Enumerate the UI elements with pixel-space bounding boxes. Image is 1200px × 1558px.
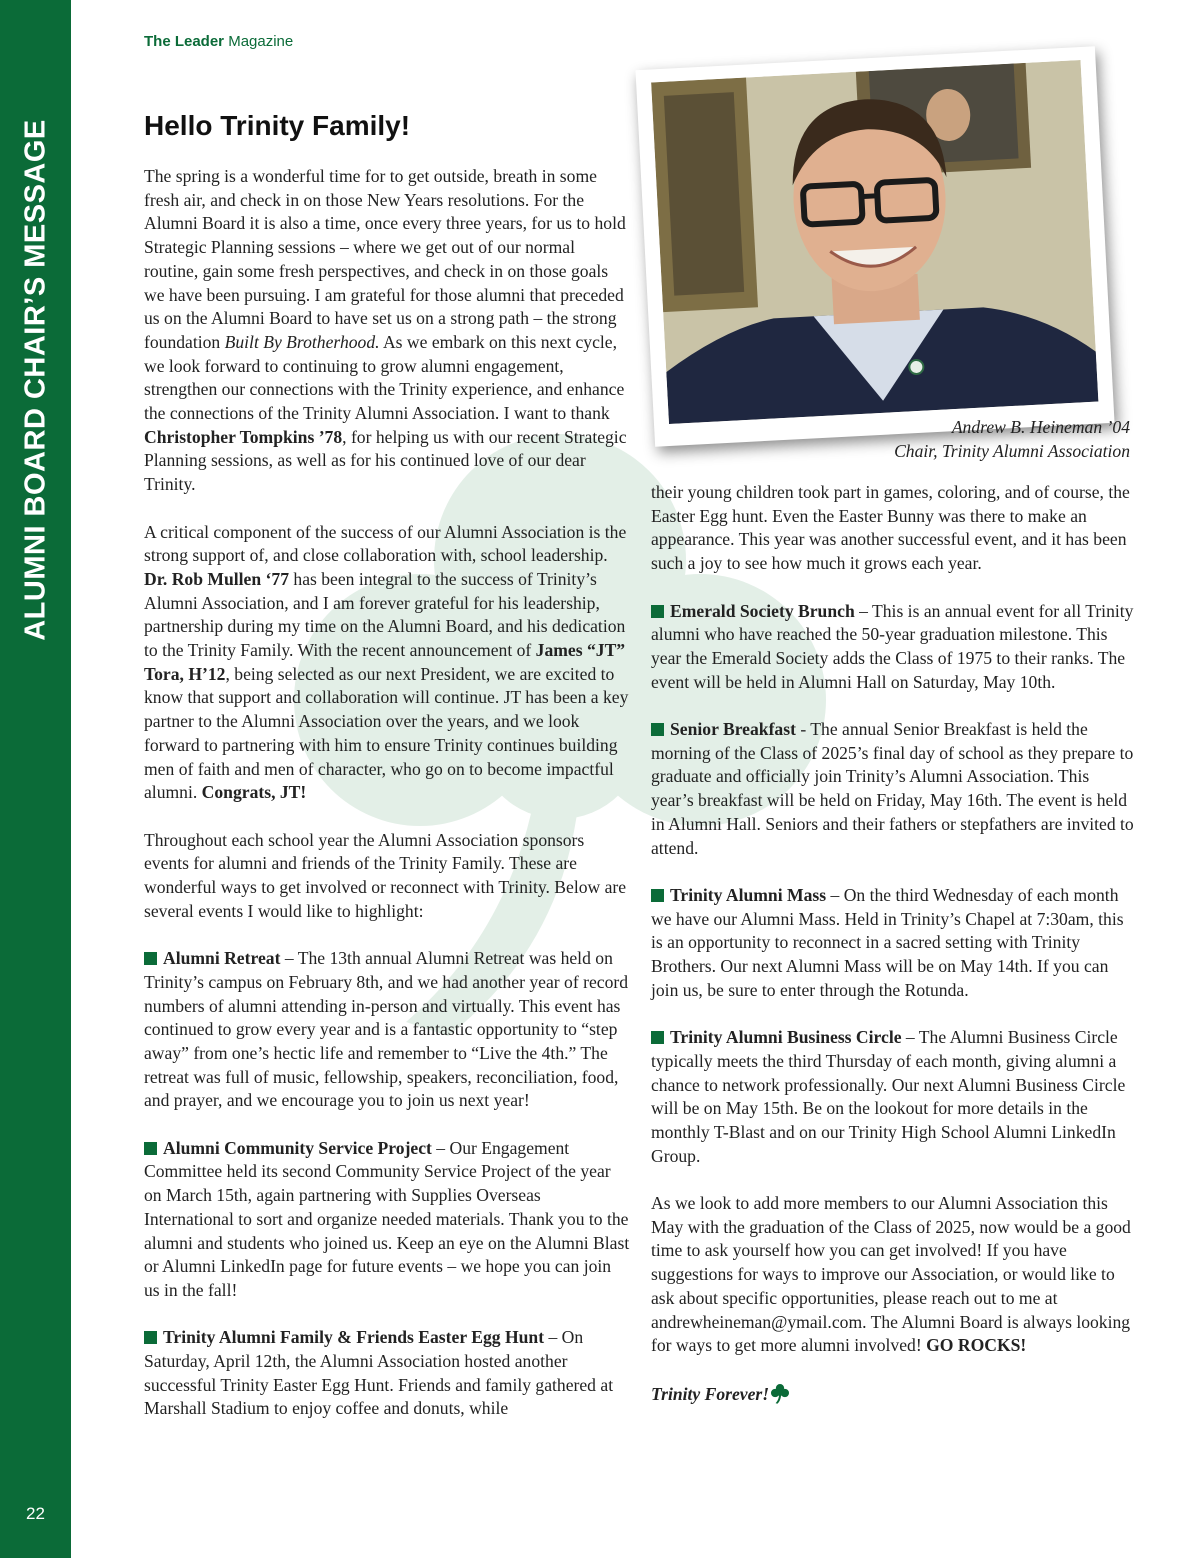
event-text: – The Alumni Business Circle typically meets the third Thursday of each month, giving alumni a chance to network professionally. Our next Alumni Business Circle will be on May 15th. Be on the lookout for more details in the monthly T-Blast and on our Trinity High School Alumni LinkedIn Group.	[651, 1027, 1126, 1166]
signoff	[651, 1382, 1135, 1407]
bullet-square-icon	[144, 1331, 157, 1344]
section-title: ALUMNI BOARD CHAIR’S MESSAGE	[19, 119, 52, 641]
event-item	[651, 718, 1135, 860]
bullet-square-icon	[651, 605, 664, 618]
bullet-square-icon	[651, 723, 664, 736]
event-title: Trinity Alumni Family & Friends Easter Egg Hunt	[163, 1327, 545, 1348]
events-intro-paragraph: Throughout each school year the Alumni Association sponsors events for alumni and friends of the Trinity Family. These are wonderful ways to get involved or reconnect with Trinity. Below are several events I would like to highlight:	[144, 829, 627, 921]
event-text: – On Saturday, April 12th, the Alumni Association hosted another successful Trinity Easter Egg Hunt. Friends and family gathered at Marshall Stadium to enjoy coffee and donuts, while	[144, 1327, 614, 1419]
event-title: Trinity Alumni Mass	[670, 884, 827, 905]
event-item	[144, 1137, 630, 1303]
event-text: - The annual Senior Breakfast is held the morning of the Class of 2025’s final day of school as they prepare to graduate and officially join Trinity’s Alumni Association. This year’s breakfast will be held on Friday, May 16th. The event is held in Alumni Hall. Seniors and their fathers or stepfathers are invited to attend.	[651, 719, 1134, 858]
event-title: Senior Breakfast	[670, 719, 796, 739]
left-column	[144, 165, 630, 1445]
bullet-square-icon	[651, 889, 664, 902]
event-item	[651, 1026, 1135, 1168]
masthead	[144, 33, 293, 50]
bold-name: Dr. Rob Mullen ‘77	[144, 568, 289, 589]
bold-name: James “JT” Tora, H’12	[144, 640, 626, 684]
event-title: Trinity Alumni Business Circle	[670, 1027, 902, 1048]
text-run: A critical component of the success of our Alumni Association is the strong support of, and close collaboration with, school leadership.	[144, 521, 627, 566]
shamrock-icon	[769, 1382, 791, 1404]
event-item	[651, 884, 1135, 1003]
event-title: Alumni Retreat	[163, 948, 281, 969]
bold-text: Congrats, JT!	[201, 782, 307, 803]
event-item	[144, 947, 630, 1113]
masthead-brand: The Leader	[144, 33, 225, 50]
page-number: 22	[26, 1504, 45, 1523]
portrait-photo-frame	[635, 46, 1114, 447]
text-run: As we embark on this next cycle, we look forward to continuing to grow alumni engagement, strengthen our connections with the Trinity experience, and enhance the connections of the Trinity Alumni Association. I want to thank	[144, 331, 625, 424]
bullet-square-icon	[144, 1142, 157, 1155]
event-text: – Our Engagement Committee held its second Community Service Project of the year on March 15th, again partnering with Supplies Overseas International to sort and organize needed materials. Thank you to the alumni and students who joined us. Keep an eye on the Alumni Blast or Alumni LinkedIn page for future events – we hope you can join us in the fall!	[144, 1137, 630, 1300]
event-item	[651, 600, 1135, 695]
photo-caption	[894, 416, 1130, 463]
text-run: The spring is a wonderful time for to get outside, breath in some fresh air, and check in on those New Years resolutions. For the Alumni Board it is also a time, once every three years, for us to hold Strategic Planning sessions – where we get out of our normal routine, gain some fresh perspectives, and check in on those goals we have been pursuing. I am grateful for those alumni that preceded us on the Alumni Board to have set us on a strong path – the strong foundation	[144, 166, 626, 352]
page-headline: Hello Trinity Family!	[144, 110, 411, 141]
text-run: As we look to add more members to our Alumni Association this May with the graduation of the Class of 2025, now would be a good time to ask yourself how you can get involved! If you have suggestions for ways to improve our Association, or would like to ask about specific opportunities, please reach out to me at andrewheineman@ymail.com. The Alumni Board is always looking for ways to get more alumni involved!	[651, 1193, 1131, 1356]
text-run: , for helping us with our recent Strategic Planning sessions, as well as for his continued love of our dear Trinity.	[144, 426, 627, 495]
caption-name: Andrew B. Heineman ’04	[951, 417, 1130, 437]
portrait-photo	[651, 60, 1098, 424]
intro-paragraph	[144, 165, 630, 497]
event-text: – On the third Wednesday of each month we have our Alumni Mass. Held in Trinity’s Chapel at 7:30am, this is an opportunity to reconnect in a sacred setting with Trinity Brothers. Our next Alumni Mass will be on May 14th. If you can join us, be sure to enter through the Rotunda.	[651, 884, 1124, 1000]
closing-paragraph	[651, 1192, 1135, 1358]
event-title: Alumni Community Service Project	[163, 1137, 432, 1158]
masthead-suffix: Magazine	[224, 33, 294, 50]
event-item	[144, 1326, 630, 1421]
continued-paragraph: their young children took part in games, coloring, and of course, the Easter Egg hunt. Even the Easter Bunny was there to make an appearance. This year was another successful event, and it has been such a joy to see how much it grows each year.	[651, 482, 1130, 574]
signoff-text: Trinity Forever!	[651, 1383, 770, 1404]
bold-text: GO ROCKS!	[926, 1335, 1027, 1356]
bold-name: Christopher Tompkins ’78	[144, 426, 343, 447]
text-run: , being selected as our next President, we are excited to know that support and collaboration will continue. JT has been a key partner to the Alumni Association over the years, and we look forward to partnering with him to ensure Trinity continues building men of faith and men of character, who go on to become impactful alumni.	[144, 663, 629, 803]
sidebar	[0, 0, 71, 1558]
event-title: Emerald Society Brunch	[670, 600, 855, 621]
event-text: – The 13th annual Alumni Retreat was held on Trinity’s campus on February 8th, and we had another year of record numbers of alumni attending in-person and virtually. This event has continued to grow every year and is a fantastic opportunity to “step away” from one’s hectic life and remember to “Live the 4th.” The retreat was full of music, fellowship, speakers, reconciliation, food, and prayer, and we encourage you to join us next year!	[144, 948, 629, 1111]
italic-text: Built By Brotherhood.	[224, 331, 380, 352]
bullet-square-icon	[651, 1031, 664, 1044]
event-text: – This is an annual event for all Trinity alumni who have reached the 50-year graduation milestone. This year the Emerald Society adds the Class of 1975 to their ranks. The event will be held in Alumni Hall on Saturday, May 10th.	[651, 600, 1134, 692]
leadership-paragraph	[144, 521, 630, 805]
bullet-square-icon	[144, 952, 157, 965]
caption-title: Chair, Trinity Alumni Association	[894, 440, 1130, 461]
text-run: has been integral to the success of Trinity’s Alumni Association, and I am forever grateful for his leadership, partnership during my time on the Alumni Board, and his dedication to the Trinity Family. With the recent announcement of	[144, 568, 626, 661]
right-column	[651, 481, 1135, 1430]
